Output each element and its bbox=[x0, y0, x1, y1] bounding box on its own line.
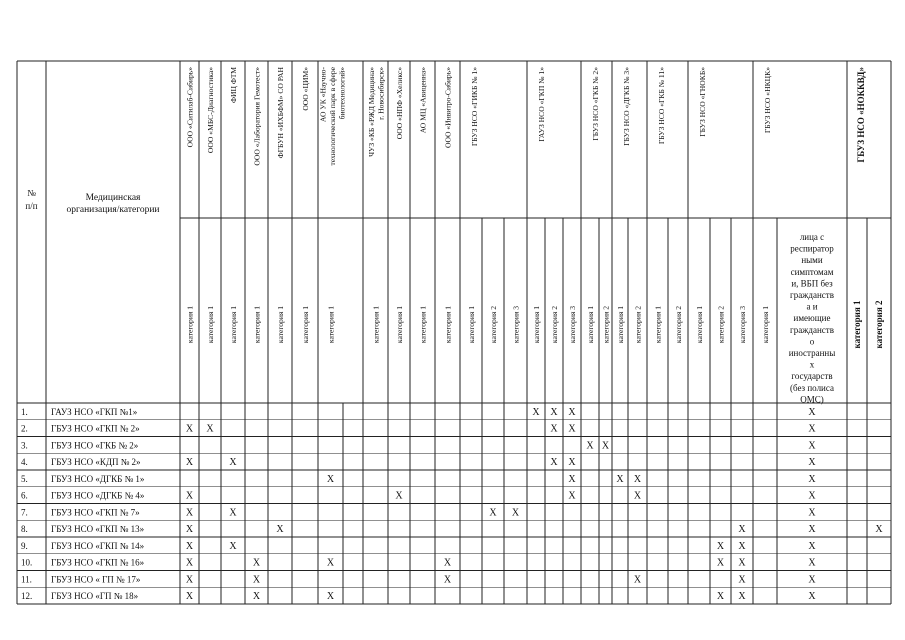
row-mark: X bbox=[550, 406, 558, 418]
row-mark: X bbox=[738, 540, 746, 552]
category-label: категория 1 bbox=[276, 305, 285, 344]
row-mark: X bbox=[808, 457, 816, 469]
row-organization: ГБУЗ НСО «ГКБ № 2» bbox=[51, 440, 139, 451]
row-mark: X bbox=[616, 473, 624, 485]
row-mark: X bbox=[252, 557, 261, 569]
category-label: категория 2 bbox=[489, 305, 498, 344]
row-mark: X bbox=[326, 473, 335, 485]
organization-header: Медицинская bbox=[85, 193, 141, 203]
row-mark: X bbox=[185, 507, 194, 519]
category-label: категория 1 bbox=[586, 305, 595, 344]
row-organization: ГБУЗ НСО « ГП № 17» bbox=[51, 574, 141, 585]
row-organization: ГБУЗ НСО «ГКП № 2» bbox=[51, 423, 140, 434]
special-category-label: иностранны bbox=[788, 348, 836, 358]
row-number: 2. bbox=[21, 423, 28, 434]
row-mark: X bbox=[738, 524, 746, 536]
group-header-name: ГБУЗ НСО «ГКБ № 11» bbox=[657, 67, 666, 145]
category-label: категория 1 bbox=[695, 305, 704, 344]
category-label: категория 1 bbox=[443, 305, 453, 344]
special-category-label: имеющие bbox=[793, 313, 831, 324]
row-mark: X bbox=[568, 406, 576, 418]
special-category-label: респиратор bbox=[790, 243, 834, 254]
row-mark: X bbox=[185, 557, 194, 569]
row-number: 8. bbox=[21, 524, 28, 535]
category-label: категория 1 bbox=[252, 305, 262, 344]
row-number: 10. bbox=[21, 557, 33, 568]
row-organization: ГБУЗ НСО «ГКП № 13» bbox=[51, 524, 145, 535]
row-mark: X bbox=[252, 591, 261, 603]
row-mark: X bbox=[532, 406, 540, 418]
row-mark: X bbox=[808, 507, 816, 519]
category-label: категория 1 bbox=[616, 305, 625, 344]
row-mark: X bbox=[738, 591, 746, 603]
category-label: категория 2 bbox=[674, 305, 683, 344]
special-category-label: а и bbox=[806, 301, 818, 312]
special-category-label: и, ВБП без bbox=[791, 278, 833, 289]
category-label: категория 2 bbox=[874, 300, 884, 349]
category-label: категория 1 bbox=[467, 305, 476, 344]
row-organization: ГБУЗ НСО «ДГКБ № 1» bbox=[51, 473, 145, 484]
row-mark: X bbox=[808, 440, 816, 452]
category-label: категория 1 bbox=[418, 305, 428, 344]
row-mark: X bbox=[185, 574, 194, 586]
category-label: категория 1 bbox=[761, 305, 770, 344]
group-header-name: ГБУЗ НСО «ГНОКБ» bbox=[698, 67, 707, 137]
group-header-name: ООО «МБС-Диагностика» bbox=[206, 67, 215, 154]
row-mark: X bbox=[568, 423, 576, 435]
group-header-name: ЧУЗ «КБ «РЖД Медицина» bbox=[366, 67, 376, 157]
group-header-name: ООО «НПФ «Хеликс» bbox=[395, 67, 404, 140]
row-mark: X bbox=[716, 591, 725, 603]
special-category-label: гражданств bbox=[790, 290, 834, 300]
row-mark: X bbox=[185, 540, 194, 552]
category-label: категория 1 bbox=[185, 305, 195, 344]
row-number: 5. bbox=[21, 473, 28, 484]
group-header-name: ООО «ЦИМ» bbox=[301, 67, 310, 111]
row-mark: X bbox=[185, 423, 194, 435]
category-label: категория 2 bbox=[716, 305, 726, 344]
row-number: 7. bbox=[21, 507, 28, 518]
group-header-name: ФИЦ ФТМ bbox=[229, 67, 238, 103]
category-label: категория 1 bbox=[852, 300, 862, 349]
row-mark: X bbox=[716, 540, 725, 552]
group-header-name: ООО «Инвитро-Сибирь» bbox=[443, 67, 453, 148]
row-mark: X bbox=[326, 591, 335, 603]
group-header-name: АО МЦ «Авиценна» bbox=[418, 67, 428, 134]
row-mark: X bbox=[738, 574, 746, 586]
group-header-name: ГБУЗ НСО «ГКБ № 2» bbox=[591, 67, 600, 141]
row-mark: X bbox=[443, 574, 452, 586]
row-organization: ГАУЗ НСО «ГКП №1» bbox=[51, 406, 138, 417]
group-header-name: г. Новосибирск» bbox=[376, 67, 386, 120]
row-mark: X bbox=[633, 490, 642, 502]
row-mark: X bbox=[808, 574, 816, 586]
row-mark: X bbox=[443, 557, 452, 569]
group-header-name: ФГБУН «ИХБФМ» СО РАН bbox=[276, 67, 285, 159]
category-label: категория 1 bbox=[532, 305, 541, 344]
category-label: категория 3 bbox=[511, 305, 521, 344]
row-mark: X bbox=[568, 473, 576, 485]
row-mark: X bbox=[601, 440, 610, 452]
row-mark: X bbox=[808, 591, 816, 603]
row-organization: ГБУЗ НСО «ДГКБ № 4» bbox=[51, 490, 145, 501]
row-mark: X bbox=[586, 440, 594, 452]
row-mark: X bbox=[716, 557, 725, 569]
row-mark: X bbox=[185, 457, 194, 469]
row-number-header: № bbox=[27, 188, 36, 198]
group-header-name: ООО «Лаборатория Гемотест» bbox=[252, 67, 262, 166]
row-mark: X bbox=[808, 557, 816, 569]
special-category-label: х bbox=[809, 359, 815, 370]
category-label: категория 1 bbox=[206, 305, 215, 344]
group-header-name: технологический парк в сфере bbox=[328, 67, 337, 166]
group-header-name: АО УК «Научно- bbox=[318, 67, 328, 123]
special-category-label: лица с bbox=[799, 232, 825, 242]
category-label: категория 1 bbox=[301, 305, 310, 344]
row-mark: X bbox=[206, 423, 214, 435]
row-mark: X bbox=[489, 507, 497, 519]
special-category-label: государств bbox=[791, 371, 833, 382]
row-mark: X bbox=[229, 540, 237, 552]
group-header-name: ГАУЗ НСО «ГКП № 1» bbox=[537, 67, 546, 142]
row-mark: X bbox=[395, 490, 403, 502]
row-number: 1. bbox=[21, 406, 28, 417]
group-header-name: биотехнологий» bbox=[337, 67, 347, 120]
row-number: 4. bbox=[21, 457, 28, 468]
category-label: категория 2 bbox=[601, 305, 611, 344]
group-header-name: ГБУЗ НСО «НКЦК» bbox=[763, 67, 772, 134]
row-mark: X bbox=[229, 507, 237, 519]
category-label: категория 2 bbox=[550, 305, 559, 344]
row-number: 11. bbox=[21, 574, 32, 585]
row-number-header-sub: п/п bbox=[25, 201, 38, 211]
group-header-name: ГБУЗ НСО «ДГКБ № 3» bbox=[622, 67, 631, 146]
row-organization: ГБУЗ НСО «ГКП № 16» bbox=[51, 557, 145, 568]
row-organization: ГБУЗ НСО «ГКП № 14» bbox=[51, 540, 145, 551]
row-mark: X bbox=[808, 473, 816, 485]
category-label: категория 1 bbox=[371, 305, 381, 344]
row-mark: X bbox=[808, 524, 816, 536]
organization-header-sub: организация/категории bbox=[66, 205, 160, 215]
row-organization: ГБУЗ НСО «ГКП № 7» bbox=[51, 507, 140, 518]
special-category-label: о bbox=[809, 336, 815, 347]
special-category-label: ОМС) bbox=[800, 394, 824, 405]
row-number: 12. bbox=[21, 591, 33, 602]
row-mark: X bbox=[808, 540, 816, 552]
category-label: категория 1 bbox=[229, 305, 238, 344]
category-label: категория 1 bbox=[326, 305, 336, 344]
special-category-label: ными bbox=[801, 255, 823, 266]
special-category-label: симптомам bbox=[790, 266, 834, 277]
row-organization: ГБУЗ НСО «КДП № 2» bbox=[51, 457, 141, 468]
row-mark: X bbox=[252, 574, 261, 586]
row-mark: X bbox=[185, 490, 194, 502]
row-mark: X bbox=[550, 423, 558, 435]
row-mark: X bbox=[875, 524, 883, 536]
group-header-name: ООО «Ситилаб-Сибирь» bbox=[185, 67, 195, 148]
row-mark: X bbox=[738, 557, 746, 569]
category-label: категория 3 bbox=[738, 305, 747, 344]
category-label: категория 1 bbox=[395, 305, 404, 344]
row-mark: X bbox=[229, 457, 237, 469]
row-number: 9. bbox=[21, 540, 28, 551]
special-category-label: гражданств bbox=[790, 324, 834, 335]
category-label: категория 3 bbox=[568, 305, 577, 344]
row-organization: ГБУЗ НСО «ГП № 18» bbox=[51, 591, 139, 602]
row-number: 6. bbox=[21, 490, 28, 501]
row-mark: X bbox=[633, 574, 642, 586]
row-mark: X bbox=[808, 406, 816, 418]
row-mark: X bbox=[326, 557, 335, 569]
special-category-label: (без полиса bbox=[790, 382, 834, 393]
category-label: категория 1 bbox=[653, 305, 663, 344]
category-label: категория 2 bbox=[633, 305, 643, 344]
row-mark: X bbox=[185, 591, 194, 603]
row-mark: X bbox=[568, 490, 576, 502]
row-mark: X bbox=[808, 423, 816, 435]
group-header-name: ГБУЗ НСО «НОККВД» bbox=[856, 67, 866, 163]
row-mark: X bbox=[276, 524, 284, 536]
row-mark: X bbox=[550, 457, 558, 469]
row-mark: X bbox=[633, 473, 642, 485]
row-mark: X bbox=[568, 457, 576, 469]
group-header-name: ГБУЗ НСО «ГИКБ № 1» bbox=[470, 67, 479, 147]
row-number: 3. bbox=[21, 440, 28, 451]
row-mark: X bbox=[185, 524, 194, 536]
row-mark: X bbox=[511, 507, 520, 519]
row-mark: X bbox=[808, 490, 816, 502]
